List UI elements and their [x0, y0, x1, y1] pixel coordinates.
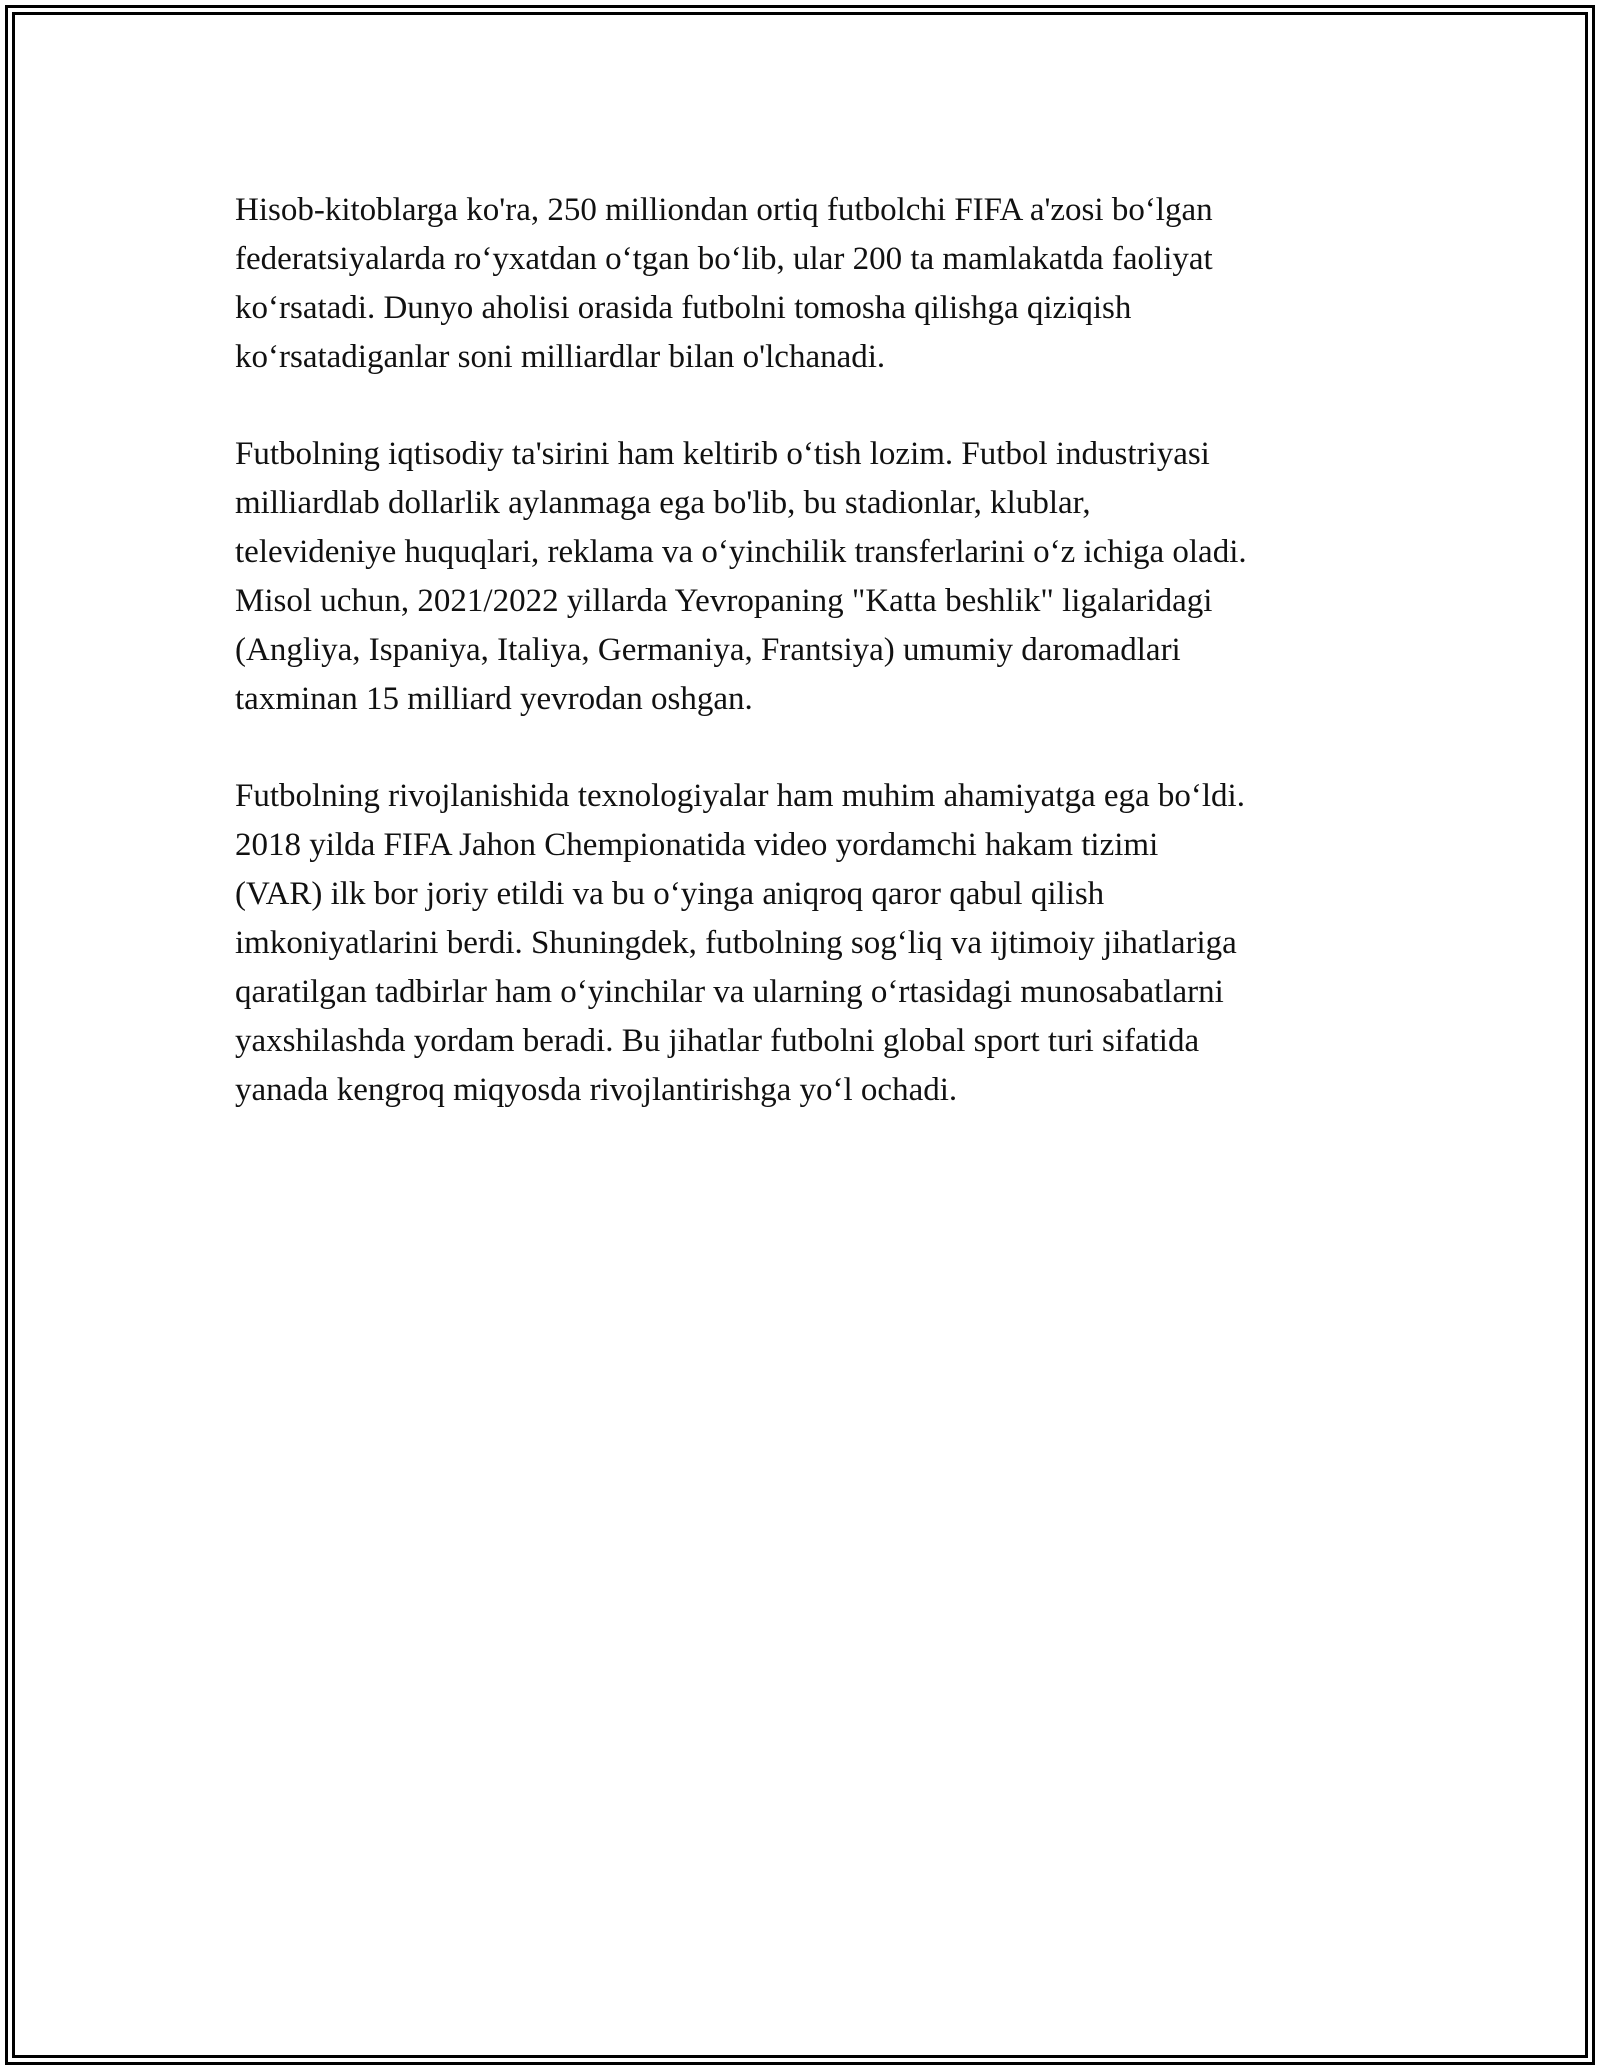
paragraph-football-economy: Futbolning iqtisodiy ta'sirini ham keltirib o‘tish lozim. Futbol industriyasi milliardlab dollarlik aylanmaga ega bo'lib, bu stadionlar, klublar, televideniye huquqlari, reklama va o‘yinchilik transferlarini o‘z ichiga oladi. Misol uchun, 2021/2022 yillarda Yevropaning "Katta beshlik" ligalaridagi (Angliya, Ispaniya, Italiya, Germaniya, Frantsiya) umumiy daromadlari taxminan 15 milliard yevrodan oshgan.: [235, 436, 1247, 717]
document-body: [235, 186, 1395, 1163]
paragraph-football-statistics: Hisob-kitoblarga ko'ra, 250 milliondan ortiq futbolchi FIFA a'zosi bo‘lgan federatsiyalarda ro‘yxatdan o‘tgan bo‘lib, ular 200 ta mamlakatda faoliyat ko‘rsatadi. Dunyo aholisi orasida futbolni tomosha qilishga qiziqish ko‘rsatadiganlar soni milliardlar bilan o'lchanadi.: [235, 192, 1213, 375]
paragraph-football-technology: Futbolning rivojlanishida texnologiyalar ham muhim ahamiyatga ega bo‘ldi. 2018 yilda FIFA Jahon Chempionatida video yordamchi hakam tizimi (VAR) ilk bor joriy etildi va bu o‘yinga aniqroq qaror qabul qilish imkoniyatlarini berdi. Shuningdek, futbolning sog‘liq va ijtimoiy jihatlariga qaratilgan tadbirlar ham o‘yinchilar va ularning o‘rtasidagi munosabatlarni yaxshilashda yordam beradi. Bu jihatlar futbolni global sport turi sifatida yanada kengroq miqyosda rivojlantirishga yo‘l ochadi.: [235, 778, 1245, 1108]
